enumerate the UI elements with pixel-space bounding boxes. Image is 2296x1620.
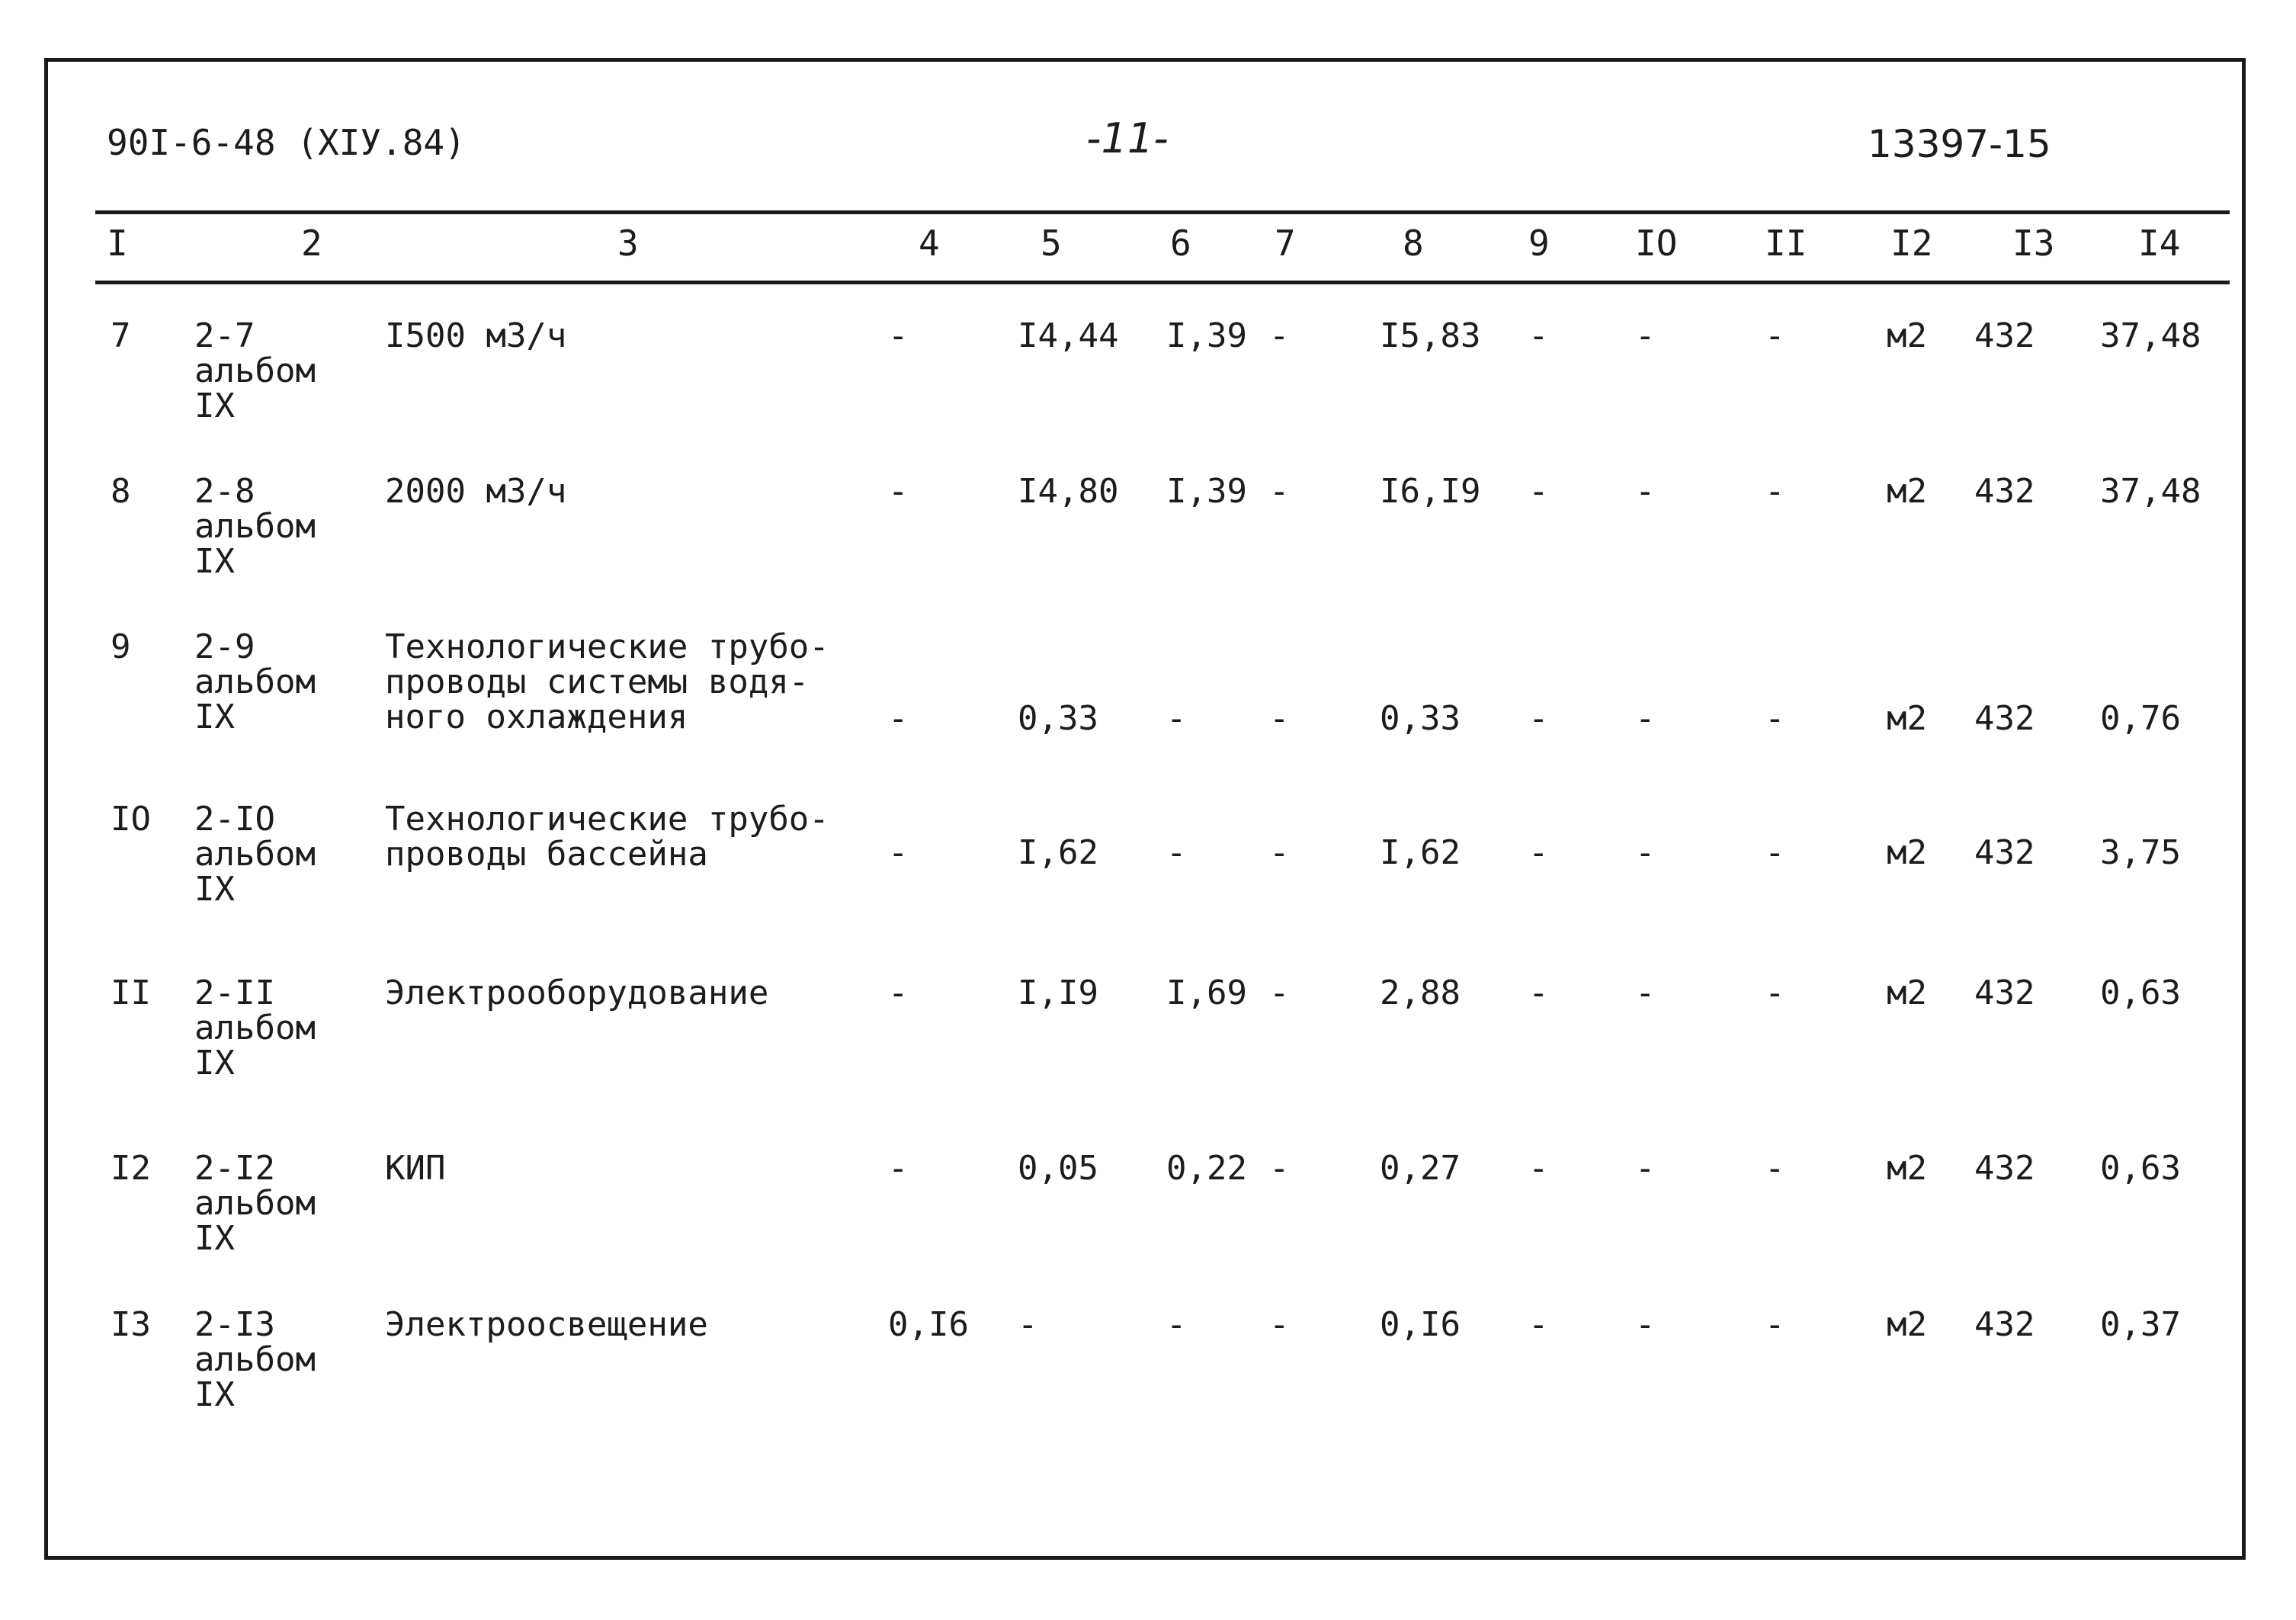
- reference-line: IX: [194, 870, 235, 909]
- value-cell-c6: I,39: [1166, 472, 1247, 511]
- value-cell-c14: 3,75: [2100, 833, 2181, 872]
- row-number: 7: [111, 316, 131, 355]
- value-cell-c4: -: [888, 974, 909, 1012]
- value-cell-c13: 432: [1974, 316, 2035, 355]
- column-number: II: [1765, 223, 1807, 264]
- value-cell-c4: -: [888, 316, 909, 355]
- value-cell-c7: -: [1269, 316, 1290, 355]
- description-cell: [385, 474, 566, 509]
- value-cell-c11: -: [1765, 974, 1785, 1012]
- value-cell-c5: I4,44: [1018, 316, 1119, 355]
- description-line: Технологические трубо-: [385, 800, 829, 839]
- value-cell-c10: -: [1635, 974, 1656, 1012]
- value-cell-c4: -: [888, 699, 909, 738]
- sheet-code: 13397-15: [1868, 122, 2051, 166]
- value-cell-c11: -: [1765, 1305, 1785, 1344]
- description-line: проводы бассейна: [385, 835, 708, 874]
- reference-line: IX: [194, 1219, 235, 1258]
- table-header-rule: [95, 281, 2230, 284]
- value-cell-c12: м2: [1887, 699, 1927, 738]
- reference-line: 2-8: [194, 472, 255, 511]
- document-code: 90I-6-48 (XIУ.84): [107, 122, 466, 163]
- value-cell-c10: -: [1635, 699, 1656, 738]
- value-cell-c6: I,69: [1166, 974, 1247, 1012]
- value-cell-c7: -: [1269, 699, 1290, 738]
- value-cell-c4: 0,I6: [888, 1305, 969, 1344]
- column-number: I: [107, 223, 128, 264]
- value-cell-c8: I,62: [1380, 833, 1461, 872]
- value-cell-c13: 432: [1974, 974, 2035, 1012]
- value-cell-c13: 432: [1974, 833, 2035, 872]
- column-number: 6: [1170, 223, 1191, 264]
- row-number: IO: [111, 800, 151, 839]
- row-number: II: [111, 974, 151, 1012]
- value-cell-c5: I,I9: [1018, 974, 1098, 1012]
- value-cell-c8: 0,I6: [1380, 1305, 1461, 1344]
- column-number: 7: [1275, 223, 1296, 264]
- description-line: I500 м3/ч: [385, 316, 567, 355]
- value-cell-c11: -: [1765, 472, 1785, 511]
- description-cell: [385, 1307, 708, 1343]
- value-cell-c14: 37,48: [2100, 472, 2201, 511]
- value-cell-c12: м2: [1887, 833, 1927, 872]
- value-cell-c10: -: [1635, 833, 1656, 872]
- reference-line: IX: [194, 698, 235, 736]
- column-number: 8: [1403, 223, 1424, 264]
- value-cell-c14: 0,63: [2100, 1149, 2181, 1188]
- column-number: 3: [617, 223, 639, 264]
- reference-line: 2-I2: [194, 1149, 275, 1188]
- value-cell-c11: -: [1765, 316, 1785, 355]
- column-number: 9: [1528, 223, 1550, 264]
- value-cell-c12: м2: [1887, 316, 1927, 355]
- reference-line: IX: [194, 1044, 235, 1083]
- reference-line: 2-IO: [194, 800, 275, 839]
- value-cell-c6: -: [1166, 699, 1187, 738]
- reference-line: альбом: [194, 1340, 316, 1379]
- value-cell-c7: -: [1269, 974, 1290, 1012]
- column-number: IO: [1635, 223, 1678, 264]
- reference-line: альбом: [194, 351, 316, 390]
- value-cell-c9: -: [1528, 833, 1549, 872]
- reference-line: альбом: [194, 507, 316, 546]
- value-cell-c10: -: [1635, 1305, 1656, 1344]
- value-cell-c7: -: [1269, 472, 1290, 511]
- description-cell: [385, 802, 829, 872]
- value-cell-c10: -: [1635, 472, 1656, 511]
- value-cell-c13: 432: [1974, 1149, 2035, 1188]
- column-number: 4: [919, 223, 940, 264]
- value-cell-c9: -: [1528, 316, 1549, 355]
- reference-line: IX: [194, 1375, 235, 1414]
- value-cell-c8: 0,33: [1380, 699, 1461, 738]
- description-line: 2000 м3/ч: [385, 472, 567, 511]
- value-cell-c13: 432: [1974, 472, 2035, 511]
- value-cell-c9: -: [1528, 699, 1549, 738]
- reference-line: IX: [194, 387, 235, 425]
- value-cell-c11: -: [1765, 833, 1785, 872]
- description-line: ного охлаждения: [385, 698, 688, 736]
- value-cell-c10: -: [1635, 1149, 1656, 1188]
- value-cell-c7: -: [1269, 1305, 1290, 1344]
- value-cell-c9: -: [1528, 974, 1549, 1012]
- value-cell-c9: -: [1528, 1149, 1549, 1188]
- page-number: -11-: [1086, 114, 1169, 162]
- value-cell-c12: м2: [1887, 472, 1927, 511]
- value-cell-c6: -: [1166, 1305, 1187, 1344]
- column-number: 2: [301, 223, 322, 264]
- value-cell-c5: I,62: [1018, 833, 1098, 872]
- reference-cell: [194, 474, 316, 579]
- value-cell-c8: I5,83: [1380, 316, 1481, 355]
- reference-line: 2-7: [194, 316, 255, 355]
- row-number: 8: [111, 472, 131, 511]
- value-cell-c12: м2: [1887, 1149, 1927, 1188]
- description-cell: [385, 976, 768, 1011]
- value-cell-c14: 0,37: [2100, 1305, 2181, 1344]
- value-cell-c5: 0,33: [1018, 699, 1098, 738]
- value-cell-c7: -: [1269, 833, 1290, 872]
- reference-cell: [194, 316, 316, 425]
- value-cell-c10: -: [1635, 316, 1656, 355]
- reference-line: 2-II: [194, 974, 275, 1012]
- value-cell-c14: 37,48: [2100, 316, 2201, 355]
- reference-line: альбом: [194, 1184, 316, 1223]
- column-number: I3: [2012, 223, 2055, 264]
- value-cell-c4: -: [888, 833, 909, 872]
- reference-cell: [194, 976, 316, 1081]
- value-cell-c11: -: [1765, 699, 1785, 738]
- row-number: 9: [111, 627, 131, 666]
- reference-cell: [194, 1151, 316, 1256]
- reference-line: IX: [194, 542, 235, 581]
- value-cell-c11: -: [1765, 1149, 1785, 1188]
- row-number: I2: [111, 1149, 151, 1188]
- description-line: Электроосвещение: [385, 1305, 708, 1344]
- value-cell-c5: I4,80: [1018, 472, 1119, 511]
- reference-cell: [194, 1307, 316, 1413]
- reference-line: 2-9: [194, 627, 255, 666]
- reference-cell: [194, 802, 316, 907]
- column-number: 5: [1041, 223, 1062, 264]
- value-cell-c8: 2,88: [1380, 974, 1461, 1012]
- value-cell-c12: м2: [1887, 974, 1927, 1012]
- value-cell-c13: 432: [1974, 699, 2035, 738]
- value-cell-c8: 0,27: [1380, 1149, 1461, 1188]
- table-top-rule: [95, 210, 2230, 214]
- description-line: КИП: [385, 1149, 446, 1188]
- value-cell-c5: -: [1018, 1305, 1038, 1344]
- description-cell: [385, 1151, 445, 1186]
- row-number: I3: [111, 1305, 151, 1344]
- description-line: Технологические трубо-: [385, 627, 829, 666]
- value-cell-c14: 0,63: [2100, 974, 2181, 1012]
- description-line: проводы системы водя-: [385, 662, 810, 701]
- value-cell-c9: -: [1528, 472, 1549, 511]
- value-cell-c13: 432: [1974, 1305, 2035, 1344]
- description-line: Электрооборудование: [385, 974, 769, 1012]
- value-cell-c8: I6,I9: [1380, 472, 1481, 511]
- reference-cell: [194, 627, 316, 736]
- value-cell-c6: 0,22: [1166, 1149, 1247, 1188]
- value-cell-c5: 0,05: [1018, 1149, 1098, 1188]
- value-cell-c6: I,39: [1166, 316, 1247, 355]
- reference-line: альбом: [194, 662, 316, 701]
- column-number: I4: [2138, 223, 2181, 264]
- description-cell: [385, 316, 567, 355]
- value-cell-c4: -: [888, 472, 909, 511]
- value-cell-c14: 0,76: [2100, 699, 2181, 738]
- reference-line: альбом: [194, 835, 316, 874]
- value-cell-c12: м2: [1887, 1305, 1927, 1344]
- value-cell-c7: -: [1269, 1149, 1290, 1188]
- column-number: I2: [1890, 223, 1933, 264]
- value-cell-c4: -: [888, 1149, 909, 1188]
- value-cell-c6: -: [1166, 833, 1187, 872]
- reference-line: 2-I3: [194, 1305, 275, 1344]
- value-cell-c9: -: [1528, 1305, 1549, 1344]
- reference-line: альбом: [194, 1009, 316, 1047]
- description-cell: [385, 627, 829, 736]
